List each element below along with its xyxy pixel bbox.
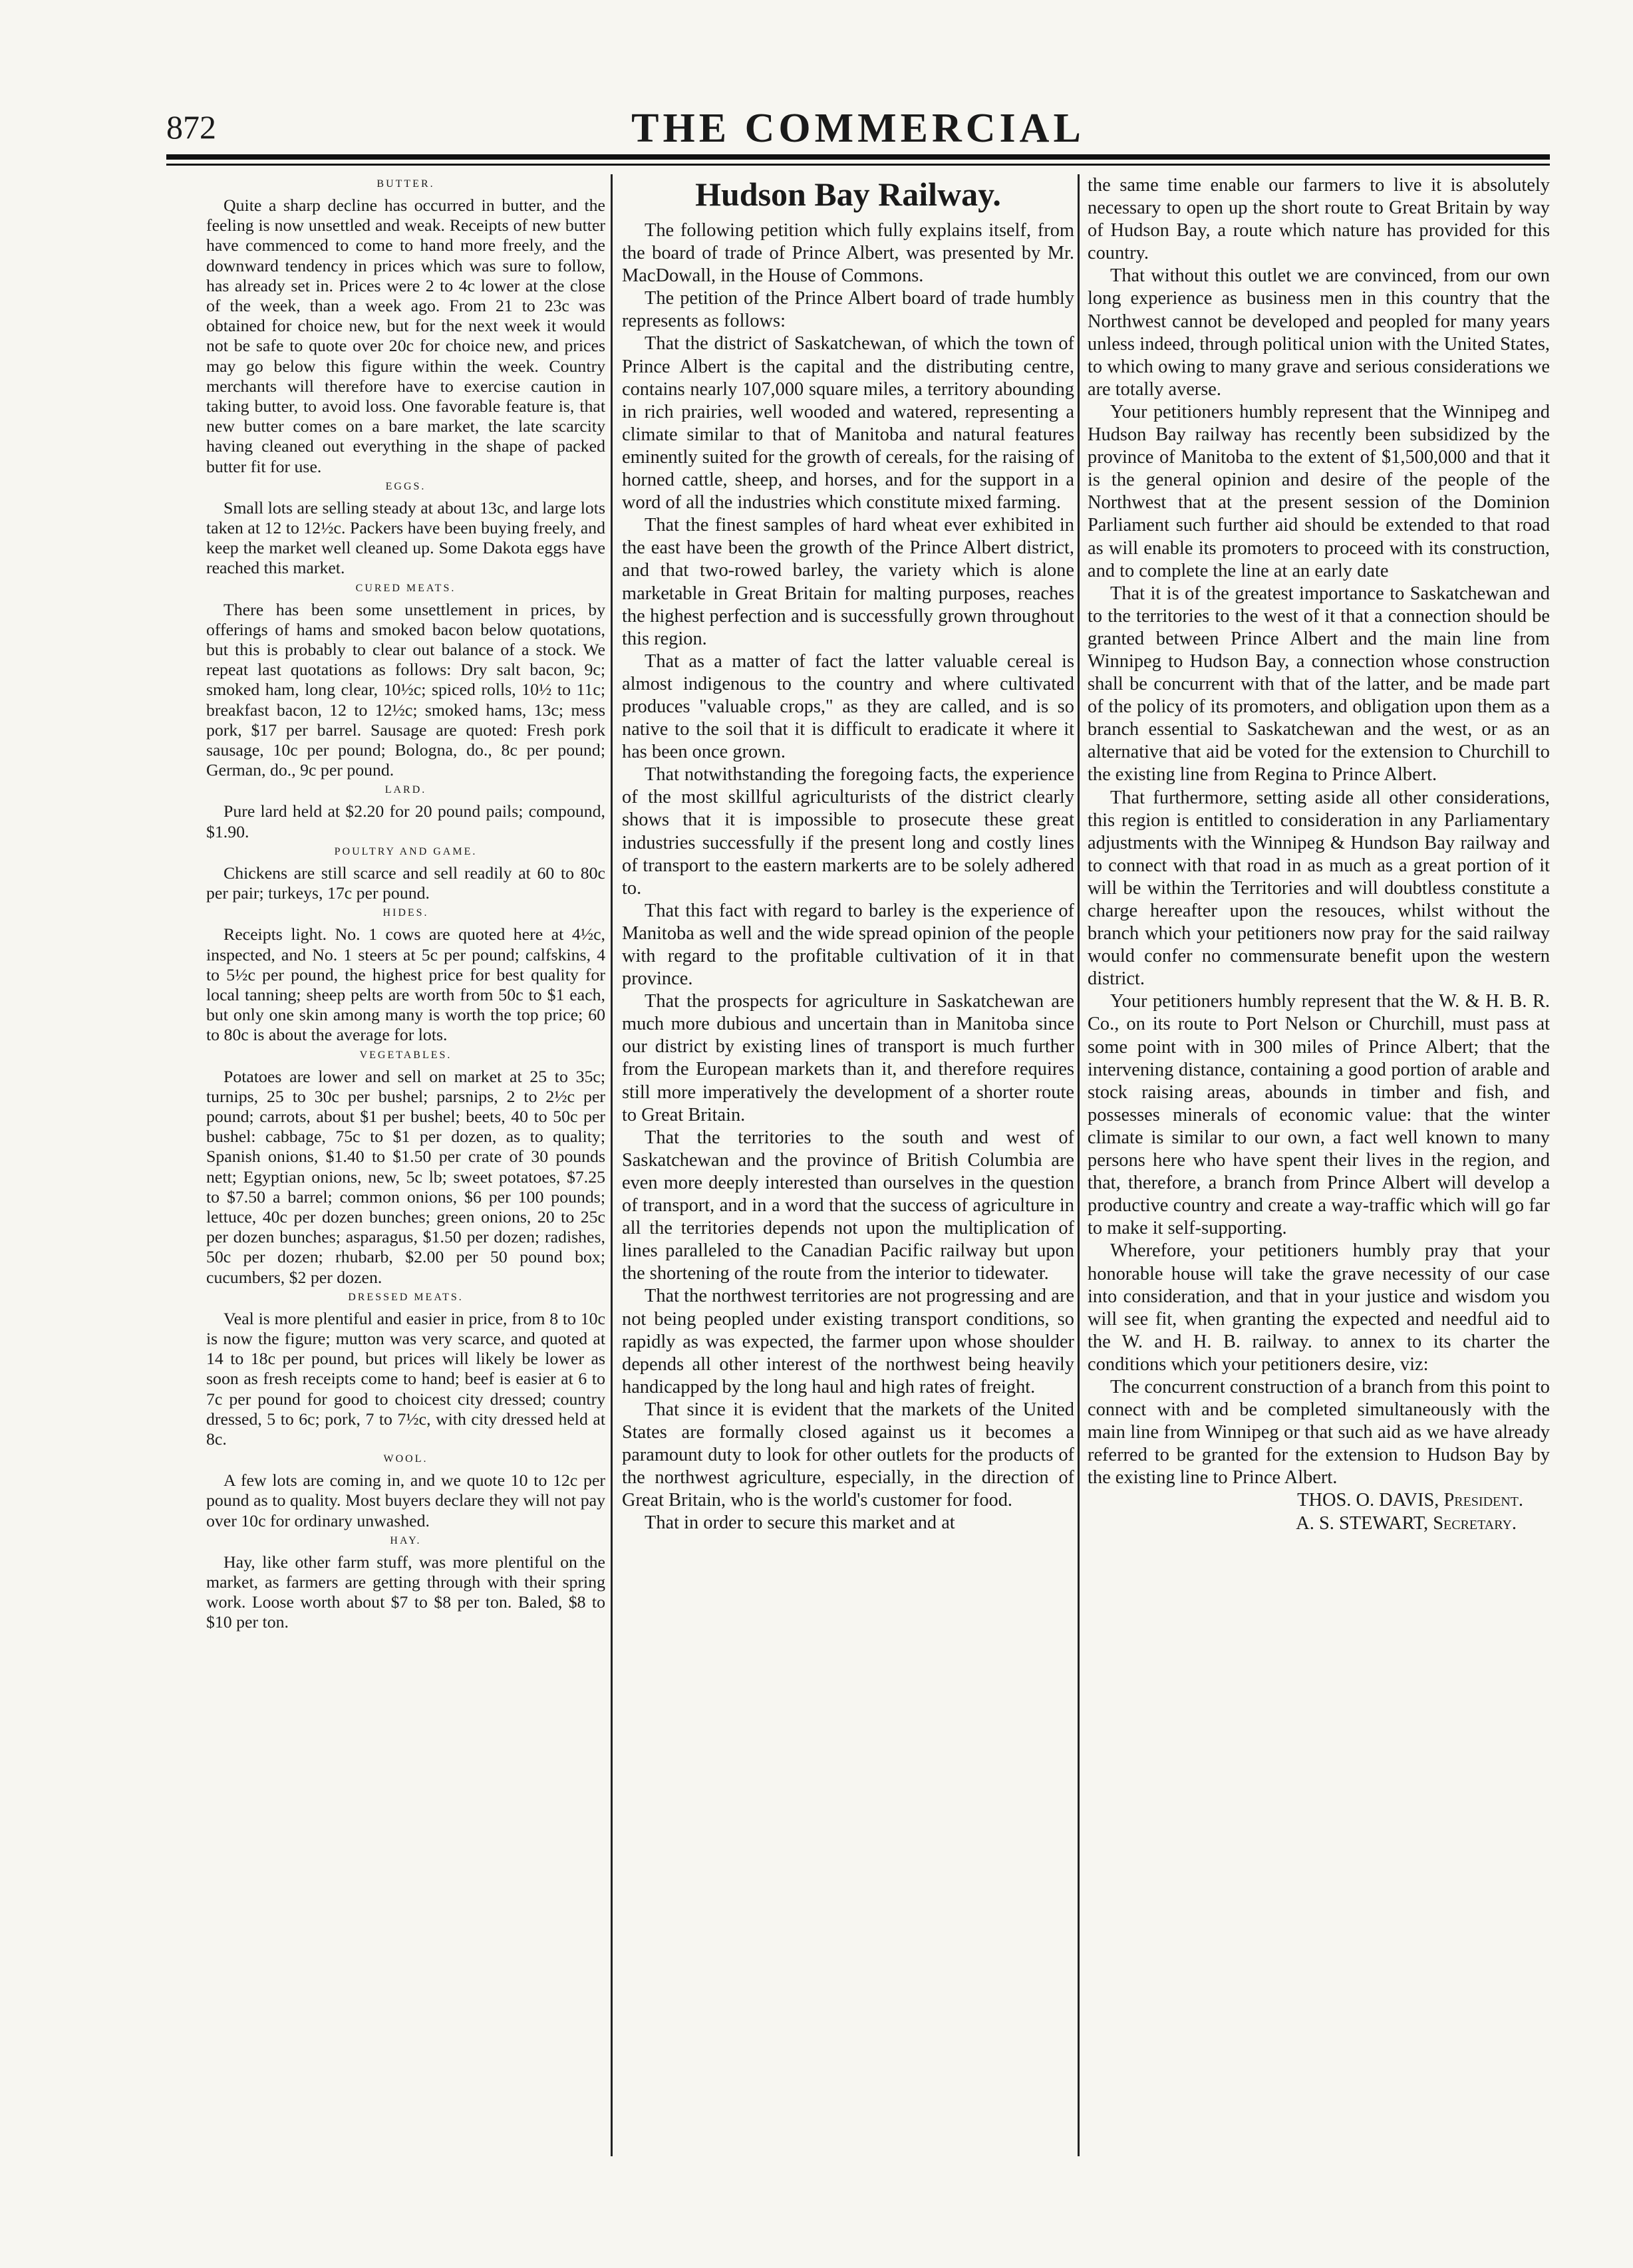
article-paragraph: The concurrent construction of a branch from this point to connect with and be completed simultaneously with the main line from Winnipeg or that such aid as we have already referred to be granted for the extension to Hudson Bay by the existing line to Prince Albert. — [1088, 1376, 1550, 1488]
article-paragraph: The following petition which fully explains itself, from the board of trade of Prince Albert, was presented by Mr. MacDowall, in the House of Commons. — [622, 220, 1074, 287]
section-text: A few lots are coming in, and we quote 10 to 12c per pound as to quality. Most buyers declare they will not pay over 10c for ordinary unwashed. — [206, 1471, 605, 1530]
section-text: Receipts light. No. 1 cows are quoted here at 4½c, inspected, and No. 1 steers at 5c per pound; calfskins, 4 to 5½c per pound, the highest price for best quality for local tanning; sheep pelts are worth from 50c to $1 each, but only one skin among many is worth the top price; 60 to 80c is about the average for lots. — [206, 924, 605, 1045]
header-rule-heavy — [166, 154, 1550, 160]
market-section-butter — [206, 177, 605, 477]
article-column — [622, 174, 1074, 2170]
section-text: Veal is more plentiful and easier in price, from 8 to 10c is now the figure; mutton was very scarce, and quoted at 14 to 18c per pound, but prices will likely be lower as soon as fresh receipts come to hand; beef is easier at 6 to 7c per pound for good to choicest city dressed; country dressed, 5 to 6c; pork, 7 to 7½c, with city dressed held at 8c. — [206, 1308, 605, 1449]
article-paragraph: That it is of the greatest importance to Saskatchewan and to the territories to the west of it that a connection should be granted between Prince Albert and the main line from Winnipeg to Hudson Bay, a connection whose construction shall be concurrent with that of the latter, and be made part of the policy of its promoters, and obligation upon them as a branch essential to Saskatchewan and the west, or as an alternative that aid be voted for the extension to Churchill to the existing line from Regina to Prince Albert. — [1088, 583, 1550, 785]
article-paragraph: That the territories to the south and west of Saskatchewan and the province of British Columbia are even more deeply interested than ourselves in the question of transport, and in a word that the success of agriculture in all the territories depends not upon the multiplication of lines paralleled to the Canadian Pacific railway but upon the shortening of the route from the interior to tidewater. — [622, 1127, 1074, 1284]
page-number: 872 — [166, 108, 216, 146]
market-section-hay — [206, 1534, 605, 1633]
market-section-vegetables — [206, 1048, 605, 1288]
section-text: Pure lard held at $2.20 for 20 pound pails; compound, $1.90. — [206, 801, 605, 841]
section-heading: HAY. — [390, 1534, 422, 1546]
section-heading: VEGETABLES. — [359, 1049, 452, 1061]
article-paragraph: That without this outlet we are convinced, from our own long experience as business men in this country that the Northwest cannot be developed and peopled for many years unless indeed, through political union with the United States, to which owing to many grave and serious considerations we are totally averse. — [1088, 265, 1550, 400]
section-heading: LARD. — [384, 784, 427, 796]
section-text: Potatoes are lower and sell on market at 25 to 35c; turnips, 25 to 30c per bushel; parsnips, 2 to 2½c per pound; carrots, about $1 per bushel; beets, 40 to 50c per bushel: cabbage, 75c to $1 per dozen, as to quality; Spanish onions, $1.40 to $1.50 per crate of 30 pounds nett; Egyptian onions, new, 5c lb; sweet potatoes, $7.25 to $7.50 a barrel; common onions, $6 per 100 pounds; lettuce, 40c per dozen bunches; green onions, 20 to 25c per dozen bunches; asparagus, $1.50 per dozen; radishes, 50c per dozen; rhubarb, $2.00 per 50 pound box; cucumbers, $2 per dozen. — [206, 1066, 605, 1287]
section-heading: HIDES. — [382, 907, 429, 919]
article-paragraph: That furthermore, setting aside all other considerations, this region is entitled to consideration in any Parliamentary adjustments with the Winnipeg & Hundson Bay railway and to connect with that road in as much as a great portion of it will be within the Territories and will doubtless constitute a charge hereafter upon the resouces, whilst without the branch which your petitioners now pray for the said railway would confer no commensurate benefit upon the western district. — [1088, 787, 1550, 990]
section-heading: WOOL. — [383, 1453, 428, 1465]
section-heading: DRESSED MEATS. — [348, 1291, 464, 1303]
article-paragraph: Your petitioners humbly represent that the Winnipeg and Hudson Bay railway has recently been subsidized by the province of Manitoba to the extent of $1,500,000 and that it is the general opinion and desire of the people of the Northwest that at the present session of the Dominion Parliament such further aid should be extended to that road as will enable its promoters to proceed with its construction, and to complete the line at an early date — [1088, 401, 1550, 581]
article-paragraph: That since it is evident that the markets of the United States are formally closed against us it becomes a paramount duty to look for other outlets for the products of the northwest agriculture, especially, in the direction of Great Britain, who is the world's customer for food. — [622, 1399, 1074, 1511]
market-section-wool — [206, 1452, 605, 1531]
section-heading: EGGS. — [385, 480, 426, 492]
market-section-eggs — [206, 480, 605, 579]
market-section-poultry — [206, 845, 605, 903]
article-paragraph: Your petitioners humbly represent that the W. & H. B. R. Co., on its route to Port Nelson or Churchill, must pass at some point with in 300 miles of Prince Albert; that the intervening distance, containing a good portion of arable and stock raising areas, abounds in timber and fish, and possesses minerals of economic value: that the winter climate is similar to our own, a fact well known to many persons here who have spent their lives in the region, and that, therefore, a branch from Prince Albert will develop a productive country and create a way-traffic which will go far to make it self-supporting. — [1088, 991, 1550, 1239]
page-header — [166, 105, 1550, 152]
market-reports-column — [206, 174, 605, 2170]
section-heading: POULTRY AND GAME. — [334, 845, 478, 857]
market-section-lard — [206, 783, 605, 841]
article-paragraph: That the finest samples of hard wheat ever exhibited in the east have been the growth of the Prince Albert district, and that two-rowed barley, the variety which is alone marketable in Great Britain for malting purposes, reaches the highest perfection and is successfully grown throughout this region. — [622, 515, 1074, 649]
article-paragraph: That the prospects for agriculture in Saskatchewan are much more dubious and uncertain than in Manitoba since our district by existing lines of transport is much further from the European markets than it, and therefore requires still more imperatively the development of a shorter route to Great Britain. — [622, 991, 1074, 1125]
section-text: Quite a sharp decline has occurred in butter, and the feeling is now unsettled and weak. Receipts of new butter have commenced to come to hand more freely, and the downward tendency in prices which was sure to follow, has already set in. Prices were 2 to 4c lower at the close of the week, than a week ago. From 21 to 23c was obtained for choice new, but for the next week it would not be safe to quote over 20c for choice new, and prices may go below this figure within the week. Country merchants will therefore have to exercise caution in taking butter, to avoid loss. One favorable feature is, that new butter comes on a bare market, the late scarcity having cleaned out everything in the shape of packed butter fit for use. — [206, 196, 605, 476]
section-text: There has been some unsettlement in prices, by offerings of hams and smoked bacon below quotations, but this is probably to clear out balance of a stock. We repeat last quotations as follows: Dry salt bacon, 9c; smoked ham, long clear, 10½c; spiced rolls, 10½ to 11c; breakfast bacon, 12 to 12½c; smoked hams, 13c; mess pork, $17 per barrel. Sausage are quoted: Fresh pork sausage, 10c per pound; Bologna, do., 8c per pound; German, do., 9c per pound. — [206, 599, 605, 780]
article-paragraph: That the northwest territories are not progressing and are not being peopled under existing transport conditions, so rapidly as was expected, the farmer upon whose shoulder depends all other interest of the northwest being heavily handicapped by the long haul and high rates of freight. — [622, 1286, 1074, 1397]
section-heading: BUTTER. — [376, 178, 435, 190]
header-rule-light — [166, 164, 1550, 166]
article-paragraph: That in order to secure this market and at — [645, 1512, 955, 1534]
article-title: Hudson Bay Railway. — [695, 176, 1001, 213]
market-section-hides — [206, 906, 605, 1045]
article-paragraph: That as a matter of fact the latter valuable cereal is almost indigenous to the country and where cultivated produces "valuable crops," as they are called, and is so native to the soil that it is difficult to eradicate it where it has been once grown. — [622, 650, 1074, 763]
article-paragraph: That notwithstanding the foregoing facts, the experience of the most skillful agriculturists of the district clearly shows that it is impossible to prosecute these great industries successfully if the present long and costly lines of transport to the eastern markerts are to be solely adhered to. — [622, 764, 1074, 899]
signature-secretary: A. S. STEWART, Secretary. — [1296, 1512, 1517, 1534]
column-divider-1 — [611, 174, 613, 2156]
column-divider-2 — [1078, 174, 1080, 2156]
market-section-dressed-meats — [206, 1290, 605, 1449]
article-continued-column — [1088, 174, 1550, 2170]
section-text: Small lots are selling steady at about 13c, and large lots taken at 12 to 12½c. Packers have been buying freely, and keep the market well cleaned up. Some Dakota eggs have reached this market. — [206, 497, 605, 578]
article-paragraph: That the district of Saskatchewan, of which the town of Prince Albert is the capital and the distributing centre, contains nearly 107,000 square miles, a territory abounding in rich prairies, well wooded and watered, representing a climate similar to that of Manitoba and natural features eminently suited for the growth of cereals, for the raising of horned cattle, sheep, and horses, and for the support in a word of all the industries which constitute mixed farming. — [622, 333, 1074, 513]
market-section-cured-meats — [206, 581, 605, 781]
section-heading: CURED MEATS. — [355, 582, 456, 594]
article-paragraph: the same time enable our farmers to live it is absolutely necessary to open up the short route to Great Britain by way of Hudson Bay, a route which nature has provided for this country. — [1088, 175, 1550, 264]
section-text: Hay, like other farm stuff, was more plentiful on the market, as farmers are getting through with their spring work. Loose worth about $7 to $8 per ton. Baled, $8 to $10 per ton. — [206, 1552, 605, 1632]
masthead-title: THE COMMERCIAL — [631, 106, 1085, 151]
article-paragraph: Wherefore, your petitioners humbly pray that your honorable house will take the grave necessity of our case into consideration, and that in your justice and wisdom you will see fit, when granting the expected and needful aid to the W. and H. B. railway. to annex to its charter the conditions which your petitioners desire, viz: — [1088, 1240, 1550, 1375]
section-text: Chickens are still scarce and sell readily at 60 to 80c per pair; turkeys, 17c per pound. — [206, 863, 605, 903]
signature-president: THOS. O. DAVIS, President. — [1297, 1490, 1523, 1511]
article-paragraph: That this fact with regard to barley is the experience of Manitoba as well and the wide spread opinion of the people with regard to the profitable cultivation of it in that province. — [622, 900, 1074, 990]
article-paragraph: The petition of the Prince Albert board of trade humbly represents as follows: — [622, 288, 1074, 332]
